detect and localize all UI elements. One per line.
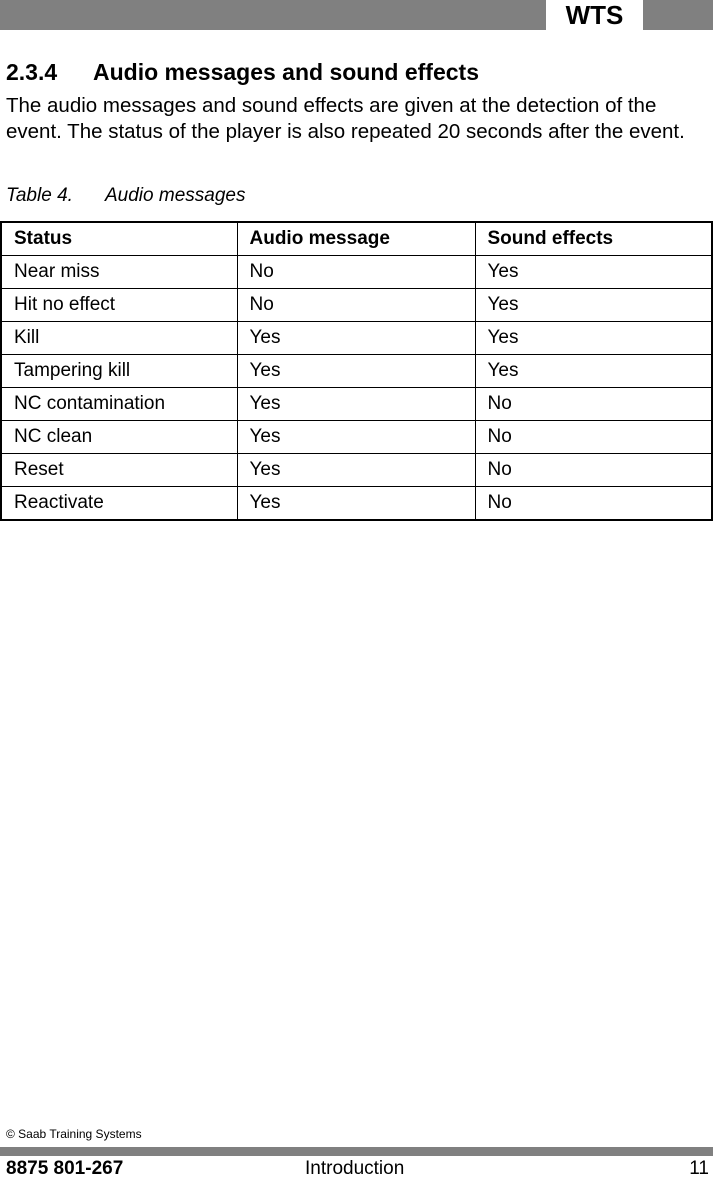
cell-status: Hit no effect [1,289,237,322]
cell-audio-message: Yes [237,322,475,355]
cell-status: NC contamination [1,388,237,421]
cell-sound-effects: No [475,421,712,454]
cell-status: Reactivate [1,487,237,521]
cell-audio-message: Yes [237,388,475,421]
header-audio-message: Audio message [237,222,475,256]
cell-audio-message: Yes [237,454,475,487]
table-row [1,256,712,289]
audio-messages-table [0,221,713,521]
cell-status: Reset [1,454,237,487]
cell-sound-effects: No [475,487,712,521]
section-heading [6,58,706,86]
header-bar-right [643,0,713,30]
table-caption-title: Audio messages [105,185,246,206]
copyright-notice: © Saab Training Systems [6,1127,142,1141]
cell-status: Near miss [1,256,237,289]
cell-sound-effects: Yes [475,322,712,355]
cell-sound-effects: Yes [475,256,712,289]
cell-status: Kill [1,322,237,355]
cell-sound-effects: Yes [475,289,712,322]
header-sound-effects: Sound effects [475,222,712,256]
table-row [1,388,712,421]
table-row [1,454,712,487]
table-row [1,289,712,322]
cell-status: NC clean [1,421,237,454]
cell-audio-message: No [237,256,475,289]
table-caption-label: Table 4. [6,185,73,206]
section-number: 2.3.4 [6,59,58,85]
cell-audio-message: Yes [237,355,475,388]
cell-audio-message: Yes [237,487,475,521]
footer-bar [0,1147,713,1156]
body-paragraph: The audio messages and sound effects are given at the detection of the event. The status of the player is also repeated 20 seconds after the event. [6,94,685,143]
cell-audio-message: Yes [237,421,475,454]
table-header-row [1,222,712,256]
footer-chapter: Introduction [305,1158,405,1179]
table-caption [6,184,245,208]
header-product-name: WTS [565,0,624,30]
footer-document-number: 8875 801-267 [6,1158,124,1179]
cell-status: Tampering kill [1,355,237,388]
section-title: Audio messages and sound effects [93,59,479,85]
table-row [1,421,712,454]
cell-sound-effects: Yes [475,355,712,388]
header-status: Status [1,222,237,256]
table-row [1,355,712,388]
cell-audio-message: No [237,289,475,322]
header-bar-left [0,0,546,30]
table-row [1,322,712,355]
cell-sound-effects: No [475,388,712,421]
footer-page-number: 11 [689,1158,709,1179]
table-row [1,487,712,521]
cell-sound-effects: No [475,454,712,487]
